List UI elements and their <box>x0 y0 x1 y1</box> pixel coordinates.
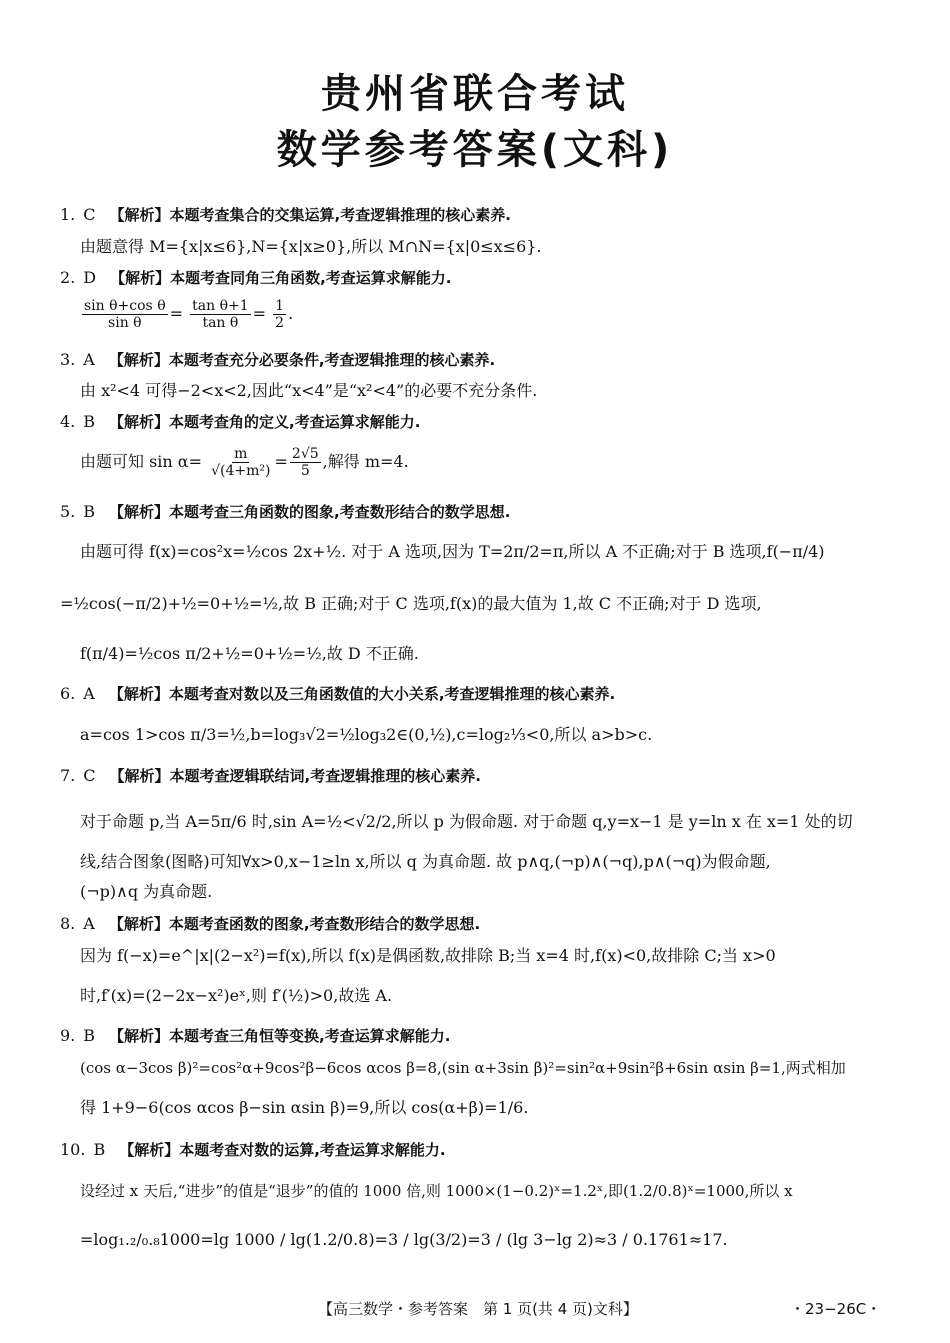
question-8-body-line-2: 时,f′(x)=(2−2x−x²)eˣ,则 f′(½)>0,故选 A. <box>80 986 393 1005</box>
footer-code: ・23−26C・ <box>790 1300 882 1318</box>
question-5-header: 5. B 【解析】本题考查三角函数的图象,考查数形结合的数学思想. <box>60 502 511 521</box>
question-3-header: 3. A 【解析】本题考查充分必要条件,考查逻辑推理的核心素养. <box>60 350 496 369</box>
question-6-body: a=cos 1>cos π/3=½,b=log₃√2=½log₃2∈(0,½),c=log₂⅓<0,所以 a>b>c. <box>80 725 653 744</box>
question-7-body-line-2: 线,结合图象(图略)可知∀x>0,x−1≥ln x,所以 q 为真命题. 故 p∧q,(¬p)∧(¬q),p∧(¬q)为假命题, <box>80 852 771 871</box>
page-subtitle: 数学参考答案(文科) <box>276 127 674 173</box>
question-4-header: 4. B 【解析】本题考查角的定义,考查运算求解能力. <box>60 412 421 431</box>
footer-label: 【高三数学・参考答案 第 1 页(共 4 页)文科】 <box>318 1300 638 1318</box>
question-9-header: 9. B 【解析】本题考查三角恒等变换,考查运算求解能力. <box>60 1026 451 1045</box>
question-9-body-line-2: 得 1+9−6(cos αcos β−sin αsin β)=9,所以 cos(α+β)=1/6. <box>80 1098 529 1117</box>
question-10-header: 10. B 【解析】本题考查对数的运算,考查运算求解能力. <box>60 1140 446 1159</box>
question-5-body-line-2: =½cos(−π/2)+½=0+½=½,故 B 正确;对于 C 选项,f(x)的最大值为 1,故 C 不正确;对于 D 选项, <box>60 594 762 613</box>
question-10-body-line-1: 设经过 x 天后,“进步”的值是“退步”的值的 1000 倍,则 1000×(1−0.2)ˣ=1.2ˣ,即(1.2/0.8)ˣ=1000,所以 x <box>80 1182 793 1200</box>
question-1-body: 由题意得 M={x|x≤6},N={x|x≥0},所以 M∩N={x|0≤x≤6}. <box>80 237 542 256</box>
question-10-body-line-2: =log₁.₂/₀.₈1000=lg 1000 / lg(1.2/0.8)=3 / lg(3/2)=3 / (lg 3−lg 2)≈3 / 0.1761≈17. <box>80 1230 728 1249</box>
question-2-header: 2. D 【解析】本题考查同角三角函数,考查运算求解能力. <box>60 268 452 287</box>
question-5-body-line-3: f(π/4)=½cos π/2+½=0+½=½,故 D 不正确. <box>80 644 419 663</box>
question-7-header: 7. C 【解析】本题考查逻辑联结词,考查逻辑推理的核心素养. <box>60 766 481 785</box>
question-7-body-line-1: 对于命题 p,当 A=5π/6 时,sin A=½<√2/2,所以 p 为假命题. 对于命题 q,y=x−1 是 y=ln x 在 x=1 处的切 <box>80 812 853 831</box>
question-2-body: $\frac{\text{sin θ+cos θ}}{\text{sin θ}}$ = $\frac{\text{tan θ+1}}{\text{tan θ}}$ = $\frac{1}{2}$ . <box>84 298 294 331</box>
question-3-body: 由 x²<4 可得−2<x<2,因此“x<4”是“x²<4”的必要不充分条件. <box>80 381 538 400</box>
question-1-header: 1. C 【解析】本题考查集合的交集运算,考查逻辑推理的核心素养. <box>60 205 511 224</box>
question-5-body-line-1: 由题可得 f(x)=cos²x=½cos 2x+½. 对于 A 选项,因为 T=2π/2=π,所以 A 不正确;对于 B 选项,f(−π/4) <box>80 542 825 561</box>
question-6-header: 6. A 【解析】本题考查对数以及三角函数值的大小关系,考查逻辑推理的核心素养. <box>60 684 616 703</box>
page-title: 贵州省联合考试 <box>321 71 629 117</box>
question-8-body-line-1: 因为 f(−x)=e^|x|(2−x²)=f(x),所以 f(x)是偶函数,故排除 B;当 x=4 时,f(x)<0,故排除 C;当 x>0 <box>80 946 776 965</box>
question-7-body-line-3: (¬p)∧q 为真命题. <box>80 882 213 901</box>
question-8-header: 8. A 【解析】本题考查函数的图象,考查数形结合的数学思想. <box>60 914 481 933</box>
question-4-body: 由题可知 sin α= $\frac{m}{\text{√(4+m²)}}$ = $\frac{2√5}{5}$ ,解得 m=4. <box>80 446 409 479</box>
question-9-body-line-1: (cos α−3cos β)²=cos²α+9cos²β−6cos αcos β=8,(sin α+3sin β)²=sin²α+9sin²β+6sin αsin β=1,两式相加 <box>80 1059 846 1077</box>
